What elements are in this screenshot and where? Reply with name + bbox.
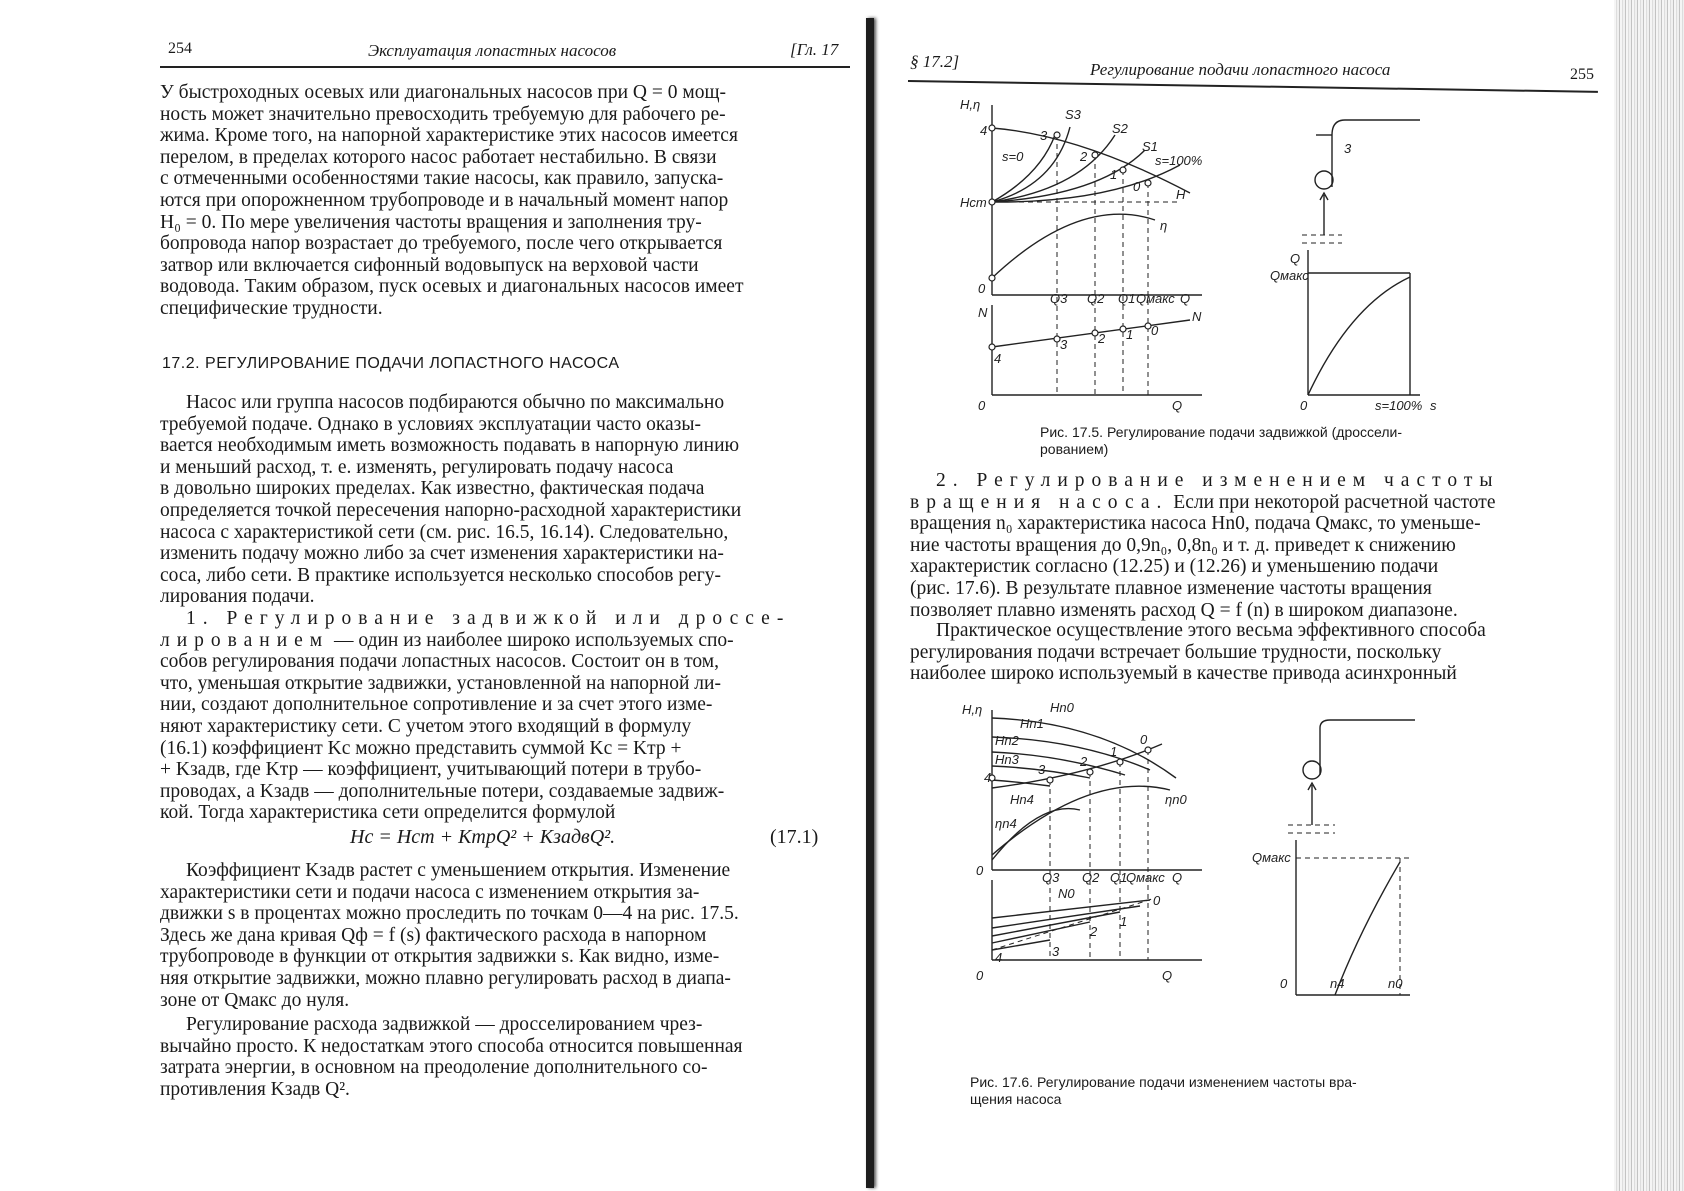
fig1-eta: η [1160, 218, 1168, 233]
text-line: Практическое осуществление этого весьма эффективного способа [936, 620, 1486, 641]
svg-text:Q: Q [1172, 870, 1183, 885]
fig1-s2: S2 [1112, 121, 1128, 136]
text-line: изменить подачу можно либо за счет изменения характеристики на- [160, 543, 724, 565]
text-line: вычайно просто. К недостаткам этого способа относится повышенная [160, 1035, 743, 1057]
svg-text:Qмакс: Qмакс [1126, 870, 1165, 885]
fig1-zero: 0 [978, 281, 986, 296]
svg-text:0: 0 [976, 863, 984, 878]
fig1-pump-icon [1315, 171, 1333, 189]
text-line: что, уменьшая открытие задвижки, установленной на напорной ли- [160, 672, 721, 694]
text-line: Если при некоторой расчетной частоте [1168, 491, 1496, 513]
fig1-q: Q [1180, 291, 1191, 306]
text-line: лирования подачи. [160, 586, 315, 608]
right-paragraph-2 [910, 620, 1600, 685]
paragraph-4 [160, 860, 850, 1011]
text-line: в довольно широких пределах. Как известно, фактическая подача [160, 478, 705, 500]
svg-text:Q: Q [1172, 398, 1183, 413]
text-line: H₀ = 0. По мере увеличения частоты вращения и заполнения тру- [160, 211, 702, 233]
fig1-q2: Q2 [1087, 291, 1105, 306]
fig1-s1: S1 [1142, 139, 1158, 154]
svg-text:Qмакс: Qмакс [1270, 268, 1309, 283]
fig1-q3: Q3 [1050, 291, 1068, 306]
fig1-s3: S3 [1065, 107, 1081, 122]
text-line: характеристики сети и подачи насоса с изменением открытия за- [160, 881, 700, 903]
text-line: У быстроходных осевых или диагональных насосов при Q = 0 мощ- [160, 82, 726, 103]
svg-text:ηn0: ηn0 [1165, 792, 1187, 807]
svg-text:1: 1 [1126, 327, 1134, 342]
svg-text:n4: n4 [1330, 976, 1345, 991]
text-line: трубопроводе в функции от открытия задвижки s. Как видно, изме- [160, 946, 720, 968]
text-line: ние частоты вращения до 0,9n₀, 0,8n₀ и т. д. приведет к снижению [910, 534, 1456, 556]
text-line: позволяет плавно изменять расход Q = f (n) в широком диапазоне. [910, 599, 1458, 621]
fig1-hst: Hст [960, 195, 987, 210]
text-line: характеристик согласно (12.25) и (12.26) и уменьшению подачи [910, 556, 1439, 578]
svg-text:2: 2 [1098, 331, 1106, 346]
method-2-title: 2. Регулирование изменением частоты [936, 470, 1500, 491]
fig1-pt3: 3 [1040, 128, 1048, 143]
section-heading: 17.2. РЕГУЛИРОВАНИЕ ПОДАЧИ ЛОПАСТНОГО НАСОСА [162, 355, 620, 372]
text-line: Коэффициент Kзадв растет с уменьшением открытия. Изменение [186, 860, 731, 881]
svg-text:Q: Q [1162, 968, 1173, 983]
svg-text:4: 4 [984, 770, 992, 785]
text-line: ность может значительно превосходить требуемую для рабочего ре- [160, 103, 726, 125]
fig1-pt2: 2 [1080, 149, 1088, 164]
svg-text:0: 0 [1151, 323, 1159, 338]
text-line: Насос или группа насосов подбираются обычно по максимально [186, 392, 725, 413]
page-number-right: 255 [1570, 66, 1594, 83]
svg-text:Q1: Q1 [1110, 870, 1128, 885]
method-1-title: 1. Регулирование задвижкой или дроссе- [186, 608, 791, 629]
fig1-H: H [1176, 187, 1186, 202]
text-line: движки s в процентах можно проследить по точкам 0—4 на рис. 17.5. [160, 903, 739, 925]
svg-text:0: 0 [978, 398, 986, 413]
svg-text:3: 3 [1038, 762, 1046, 777]
fig1-pt4: 4 [980, 123, 988, 138]
text-line: (16.1) коэффициент Kс можно представить суммой Kс = Kтр + [160, 737, 682, 759]
method-2-title-cont: вращения насоса. [910, 491, 1169, 513]
svg-text:Hn0: Hn0 [1050, 700, 1074, 715]
right-paragraph-1 [910, 470, 1600, 621]
text-line: затвор или включается сифонный водовыпуск на верховой части [160, 254, 699, 276]
running-title-right: Регулирование подачи лопастного насоса [1090, 60, 1391, 79]
text-line: бопровода напор возрастает до требуемого, после чего открывается [160, 233, 723, 255]
svg-text:Hn1: Hn1 [1020, 716, 1044, 731]
text-line: насоса с характеристикой сети (см. рис. 16.5, 16.14). Следовательно, [160, 521, 729, 543]
fig1-pt1: 1 [1110, 167, 1118, 182]
text-line: Здесь же дана кривая Qф = f (s) фактического расхода в напорном [160, 924, 707, 946]
method-1-title-cont: лированием [160, 629, 330, 651]
text-line: (рис. 17.6). В результате плавное изменение частоты вращения [910, 577, 1432, 599]
equation-number: (17.1) [770, 826, 819, 848]
svg-text:Qмакс: Qмакс [1252, 850, 1291, 865]
text-line: требуемой подаче. Однако в условиях эксплуатации часто оказы- [160, 413, 701, 435]
text-line: определяется точкой пересечения напорно-расходной характеристики [160, 499, 742, 521]
svg-text:Hn4: Hn4 [1010, 792, 1034, 807]
fig1-s0: s=0 [1002, 149, 1024, 164]
text-line: — один из наиболее широко используемых спо- [329, 629, 734, 651]
text-line: Регулирование расхода задвижкой — дросселированием чрез- [186, 1014, 703, 1035]
chapter-ref: [Гл. 17 [790, 40, 839, 59]
page-number: 254 [168, 40, 192, 57]
header-rule-right [908, 80, 1598, 92]
fig1-n-label: N [978, 305, 988, 320]
text-line: + Kзадв, где Kтр — коэффициент, учитывающий потери в трубо- [160, 759, 702, 781]
section-ref: § 17.2] [910, 52, 960, 71]
fig1-n-curve [992, 320, 1190, 347]
svg-text:Q3: Q3 [1042, 870, 1060, 885]
svg-text:0: 0 [1300, 398, 1308, 413]
equation-17-1: Hс = Hст + KтрQ² + KзадвQ². [350, 826, 616, 848]
fig1-pt0: 0 [1133, 179, 1141, 194]
text-line: регулирования подачи встречает большие трудности, поскольку [910, 641, 1442, 663]
fig2-y-label: H,η [962, 702, 983, 717]
figure-17-5-caption: Рис. 17.5. Регулирование подачи задвижкой (дроссели- рованием) [1040, 424, 1402, 457]
svg-text:0: 0 [1140, 732, 1148, 747]
text-line: специфические трудности. [160, 297, 383, 319]
fig1-eta-curve [992, 214, 1155, 278]
figure-17-5 [940, 95, 1500, 455]
text-line: нии, создают дополнительное сопротивление и за счет этого изме- [160, 694, 713, 716]
svg-text:4: 4 [995, 950, 1003, 965]
text-line: кой. Тогда характеристика сети определится формулой [160, 802, 616, 824]
svg-text:2: 2 [1080, 754, 1088, 769]
svg-text:3: 3 [1052, 944, 1060, 959]
svg-text:0: 0 [1153, 893, 1161, 908]
text-line: перелом, в пределах которого насос работает нестабильно. В связи [160, 146, 717, 168]
fig1-y-label: H,η [960, 97, 981, 112]
paragraph-3-body [160, 630, 850, 824]
running-title: Эксплуатация лопастных насосов [368, 41, 617, 60]
paragraph-3 [160, 608, 850, 824]
svg-text:N0: N0 [1058, 886, 1075, 901]
svg-text:ηn4: ηn4 [995, 816, 1017, 831]
svg-text:n0: n0 [1388, 976, 1403, 991]
text-line: противления Kзадв Q². [160, 1078, 350, 1100]
fig1-q-of-s-curve [1308, 277, 1410, 395]
text-line: водовода. Таким образом, пуск осевых и диагональных насосов имеет [160, 276, 744, 298]
paragraph-1 [160, 82, 850, 320]
text-line: жима. Кроме того, на напорной характеристике этих насосов имеется [160, 125, 738, 147]
text-line: няют характеристику сети. С учетом этого входящий в формулу [160, 715, 692, 737]
svg-text:1: 1 [1110, 744, 1118, 759]
right-paragraph-1-body [910, 492, 1600, 622]
figure-17-6 [940, 700, 1500, 1090]
svg-text:Hn2: Hn2 [995, 733, 1019, 748]
fig1-q1: Q1 [1118, 291, 1136, 306]
figure-17-6-caption: Рис. 17.6. Регулирование подачи изменением частоты вра- щения насоса [970, 1074, 1357, 1107]
text-line: соса, либо сети. В практике используется несколько способов регу- [160, 564, 721, 586]
text-line: проводах, а Kзадв — дополнительные потери, создаваемые задвиж- [160, 780, 725, 802]
fig1-valve-label: 3 [1344, 141, 1352, 156]
text-line: вается необходимым иметь возможность подавать в напорную линию [160, 435, 740, 457]
svg-text:3: 3 [1060, 337, 1068, 352]
text-line: затрата энергии, в основном на преодоление дополнительного со- [160, 1057, 708, 1079]
fig1-curve-s2 [992, 135, 1118, 202]
right-page [880, 0, 1684, 1191]
text-line: и меньший расход, т. е. изменять, регулировать подачу насоса [160, 456, 674, 478]
text-line: собов регулирования подачи лопастных насосов. Состоит он в том, [160, 651, 719, 673]
text-line: наиболее широко используемый в качестве привода асинхронный [910, 663, 1457, 685]
text-line: ются при опорожненном трубопроводе и в начальный момент напор [160, 189, 729, 211]
svg-text:Q2: Q2 [1082, 870, 1100, 885]
svg-text:s=100%: s=100% [1375, 398, 1423, 413]
svg-text:4: 4 [994, 351, 1002, 366]
svg-text:Q: Q [1290, 251, 1301, 266]
text-line: няя открытие задвижки, можно плавно регулировать расход в диапа- [160, 967, 731, 989]
svg-text:1: 1 [1120, 914, 1128, 929]
svg-text:2: 2 [1090, 924, 1098, 939]
header-rule [160, 66, 850, 68]
fig2-pump-icon [1303, 761, 1321, 779]
svg-text:N: N [1192, 309, 1202, 324]
text-line: зоне от Qмакс до нуля. [160, 989, 350, 1011]
svg-text:0: 0 [1280, 976, 1288, 991]
paragraph-5 [160, 1014, 850, 1100]
svg-text:Hn3: Hn3 [995, 752, 1019, 767]
fig1-s100: s=100% [1155, 153, 1203, 168]
text-line: вращения n₀ характеристика насоса Hn0, подача Qмакс, то уменьше- [910, 513, 1481, 535]
fig1-qmax: Qмакс [1136, 291, 1175, 306]
fig1-curve-s0 [992, 135, 1055, 202]
text-line: с отмеченными особенностями такие насосы, как правило, запуска- [160, 168, 724, 190]
paragraph-2 [160, 392, 850, 608]
svg-text:0: 0 [976, 968, 984, 983]
svg-text:s: s [1430, 398, 1437, 413]
